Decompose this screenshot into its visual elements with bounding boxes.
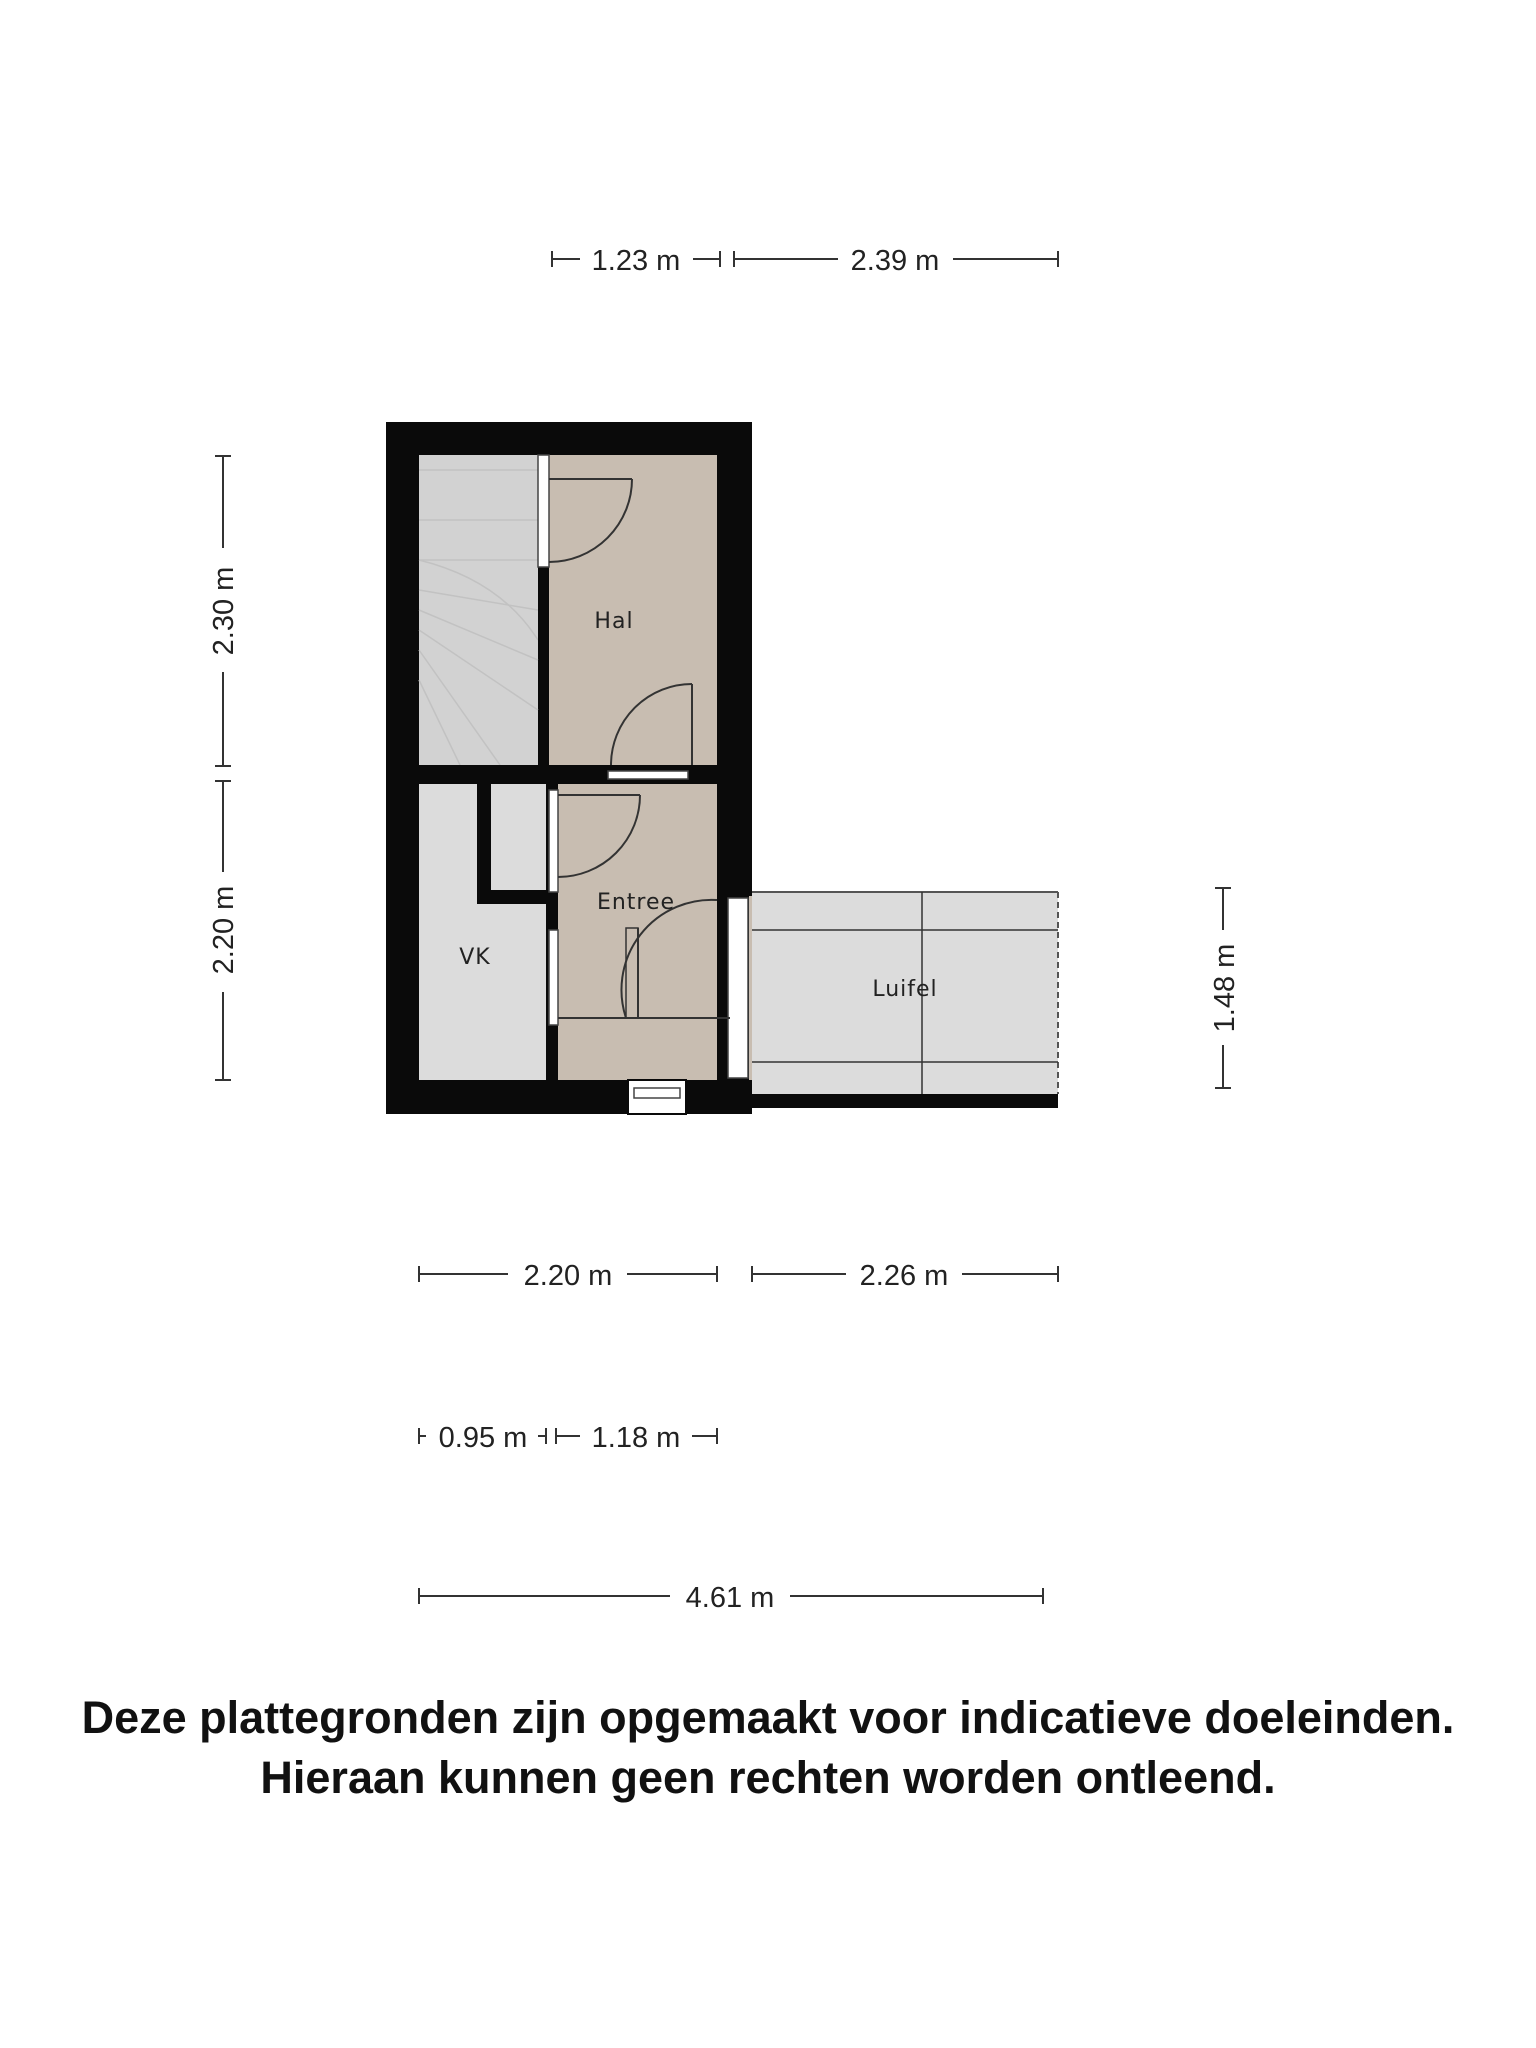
- dim-left-lower: [208, 781, 240, 1080]
- dim-right: [1209, 888, 1241, 1088]
- dim-bottom2: [419, 1422, 717, 1454]
- dim-left-upper-label: 2.30 m: [208, 566, 240, 656]
- dim-bottom1-left-label: 2.20 m: [523, 1260, 613, 1292]
- dim-bottom1-right-label: 2.26 m: [859, 1260, 949, 1292]
- room-label-entree: Entree: [596, 890, 676, 915]
- dim-bottom2-left-label: 0.95 m: [438, 1422, 528, 1454]
- dim-bottom3-total: [419, 1582, 1043, 1614]
- room-label-luifel: Luifel: [872, 977, 938, 1002]
- disclaimer-line-2: Hieraan kunnen geen rechten worden ontleend.: [260, 1752, 1276, 1803]
- dim-left-lower-label: 2.20 m: [208, 885, 240, 975]
- dim-top-right: [734, 245, 1058, 277]
- disclaimer-line-1: Deze plattegronden zijn opgemaakt voor indicatieve doeleinden.: [81, 1692, 1455, 1743]
- dim-top-left: [552, 245, 720, 277]
- dim-bottom1-left: [419, 1260, 717, 1292]
- room-label-hal: Hal: [594, 609, 634, 634]
- dim-bottom2-right-label: 1.18 m: [591, 1422, 681, 1454]
- dim-bottom1-right: [752, 1260, 1058, 1292]
- dim-left-upper: [208, 456, 240, 766]
- dim-right-label: 1.48 m: [1209, 943, 1241, 1033]
- dim-bottom3-total-label: 4.61 m: [685, 1582, 775, 1614]
- room-label-vk: VK: [459, 945, 491, 970]
- dim-top-right-label: 2.39 m: [850, 245, 940, 277]
- dim-top-left-label: 1.23 m: [591, 245, 681, 277]
